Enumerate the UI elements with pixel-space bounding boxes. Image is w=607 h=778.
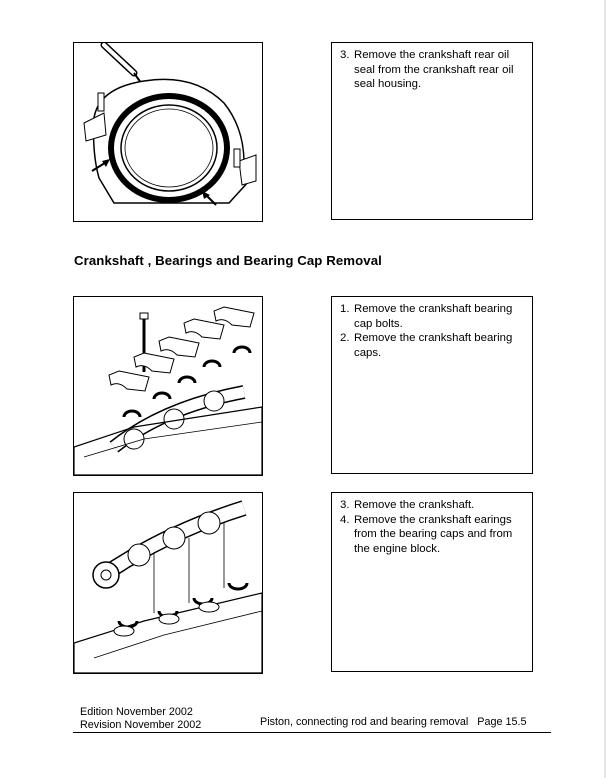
step-item: 2. Remove the crankshaft bearing caps. — [340, 332, 513, 359]
step-item: 3. Remove the crankshaft. — [340, 499, 475, 511]
caps-instructions-box — [331, 296, 533, 474]
page-number: Page 15.5 — [477, 716, 527, 728]
section-heading: Crankshaft , Bearings and Bearing Cap Removal — [74, 253, 382, 268]
revision-text: Revision November 2002 — [80, 719, 202, 731]
step-item: 4. Remove the crankshaft earings from the bearing caps and from the engine block. — [340, 513, 513, 555]
step-item: 3. Remove the crankshaft rear oil seal from the crankshaft rear oil seal housing. — [340, 49, 514, 90]
crankshaft-removal-illustration — [73, 492, 263, 674]
rear-oil-seal-illustration — [73, 42, 263, 222]
seal-instructions-box — [331, 42, 533, 220]
edition-text: Edition November 2002 — [80, 706, 193, 718]
footer-title-page — [260, 716, 527, 728]
bearing-caps-illustration — [73, 296, 263, 476]
crankshaft-instructions-box — [331, 492, 533, 672]
footer-divider — [73, 732, 551, 733]
footer-title: Piston, connecting rod and bearing removal — [260, 716, 469, 728]
footer-edition-info — [80, 706, 201, 732]
page-edge — [604, 0, 606, 778]
step-item: 1. Remove the crankshaft bearing cap bolts. — [340, 303, 513, 330]
